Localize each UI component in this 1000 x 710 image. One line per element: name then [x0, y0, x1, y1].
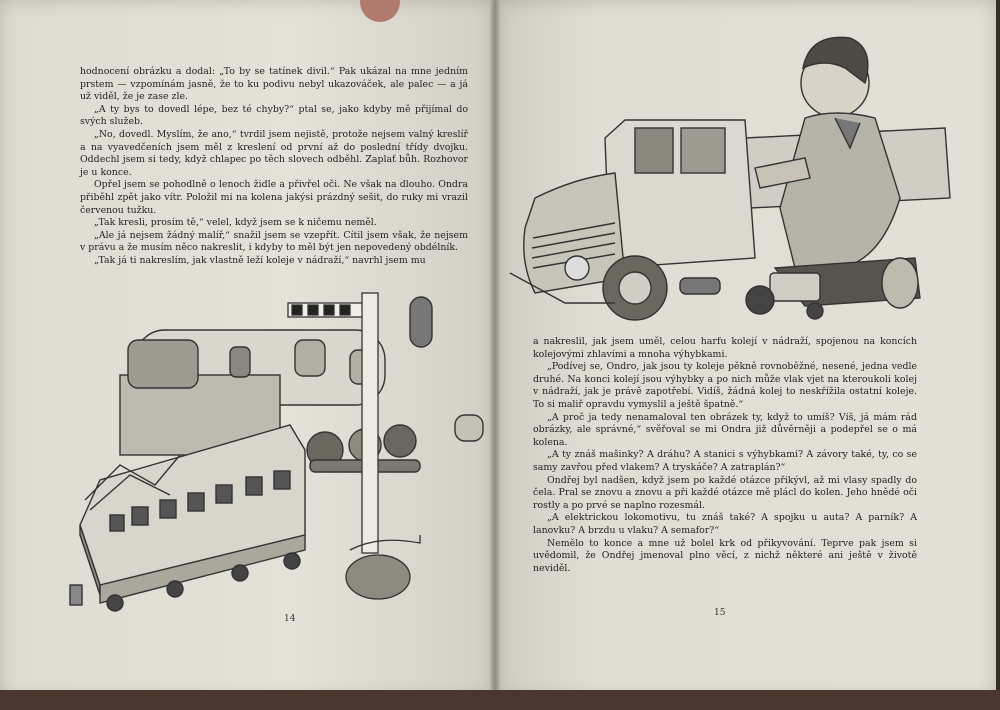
paragraph: „A proč ja tedy nenamaloval ten obrázek ty, když to umíš? Víš, já mám rád obrázky, ale správné,“ svěřoval se mi Ondra již důvěrněji a podepřel se o má kolena. [533, 411, 917, 448]
boy-with-toy-truck-illustration [505, 28, 955, 328]
paragraph: Ondřej byl nadšen, když jsem po každé otázce přikývl, až mi vlasy spadly do čela. Pral se znovu a znovu a při každé otázce mě plácl do kolen. Jeho hnědé oči rostly a po prvé se naplno rozesmál. [533, 474, 917, 511]
right-page-text [533, 336, 917, 575]
paragraph: Opřel jsem se pohodlně o lenoch židle a přivřel oči. Ne však na dlouho. Ondra přiběhl zpět jako vítr. Položil mi na kolena jakýsi prázdný sešit, do ruky mi vrazil červenou tužku. [80, 179, 468, 216]
paragraph: „Podívej se, Ondro, jak jsou ty koleje pěkně rovnoběžné, nesené, jedna vedle druhé. Na konci kolejí jsou výhybky a po nich může vlak vjet na kteroukoli kolej v nádraží, jak je právě zapotřebí. Vidíš, žádná kolej to neskřížila ostatní koleje. To si maliř opravdu vymyslil a ještě špatně.“ [533, 361, 917, 410]
left-page-text [80, 66, 468, 268]
paragraph: Nemělo to konce a mne už bolel krk od přikyvování. Teprve pak jsem si uvědomil, že Ondřej jmenoval plno věcí, z nichž některé ani ještě v životě neviděl. [533, 537, 917, 574]
paragraph: „Tak kresli, prosím tě,“ velel, když jsem se k ničemu neměl. [94, 217, 377, 229]
paragraph: „Tak já ti nakreslím, jak vlastně leží koleje v nádraží,“ navrhl jsem mu [94, 254, 426, 266]
paragraph: „No, dovedl. Myslím, že ano,“ tvrdil jsem nejistě, protože nejsem valný kreslíř a na vyavedčeních jsem měl z kreslení od první až do poslední třídy dvojku. Oddechl jsem si tedy, když chlapec po těch slovech odběhl. Zaplať bůh. Rozhovor je u konce. [80, 128, 468, 178]
paragraph: „A ty bys to dovedl lépe, bez té chyby?“ ptal se, jako kdyby mě přijímal do svých služeb. [80, 103, 468, 128]
page-number: 14 [284, 614, 296, 624]
paragraph: „Ale já nejsem žádný malíř,“ snažil jsem se vzepřít. Cítil jsem však, že nejsem v právu a že musím něco nakreslit, i kdyby to měl být jen nepovedený obdélník. [80, 229, 468, 254]
paragraph: a nakreslil, jak jsem uměl, celou harfu kolejí v nádraží, spojenou na koncích kolejovými zhlavími a mnoha výhybkami. [533, 336, 917, 360]
book-spine [490, 0, 500, 698]
book-cover-edge [0, 690, 1000, 710]
toy-train-illustration [60, 285, 490, 615]
paragraph: hodnocení obrázku a dodal: „To by se tatínek divil.“ Pak ukázal na mne jedním prstem — vzpomínám jasně, že to ku podivu nebyl ukazováček, ale palec — a já už viděl, že je zase zle. [80, 66, 468, 103]
paragraph: „A ty znáš mašinky? A dráhu? A stanici s výhybkami? A závory také, ty, co se samy zavřou před vlakem? A tryskáče? A zatraplán?“ [533, 449, 917, 473]
page-number: 15 [714, 608, 726, 618]
paragraph: „A elektrickou lokomotivu, tu znáš také? A spojku u auta? A parník? A lanovku? A brzdu u vlaku? A semafor?“ [533, 512, 917, 536]
